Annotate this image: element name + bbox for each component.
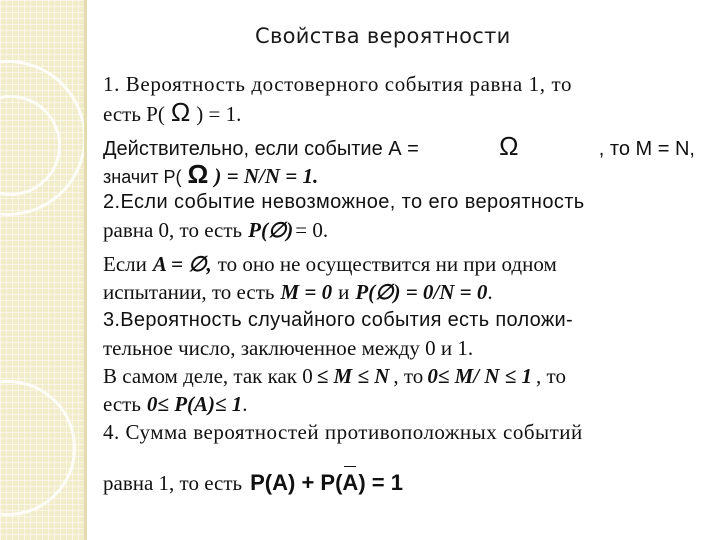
- line-text: испытании, то есть: [103, 280, 275, 304]
- text-line: [103, 132, 695, 160]
- text-line: [103, 362, 695, 390]
- text-line: [103, 98, 695, 126]
- text-line: [103, 188, 695, 216]
- omega-symbol: Ω: [499, 132, 519, 160]
- line-text: .: [487, 280, 493, 304]
- line-text: 4. Сумма вероятностей противоположных событий: [103, 420, 583, 444]
- line-text: равна 1, то есть: [103, 471, 243, 495]
- line-text: 3.Вероятность случайного события есть положи-: [103, 309, 573, 331]
- line-text: есть: [103, 392, 141, 416]
- text-line: [103, 466, 695, 500]
- text-line: [103, 418, 695, 446]
- line-text: тельное число, заключенное между 0 и 1.: [103, 336, 474, 360]
- complement-event-a: A: [342, 470, 359, 495]
- decorative-circle: [0, 380, 76, 516]
- line-text: есть P(: [103, 102, 165, 126]
- line-text: значит P(: [103, 167, 182, 187]
- omega-symbol: Ω: [187, 160, 209, 188]
- formula-part: P(A) + P(: [250, 470, 343, 495]
- line-text: , то М = N,: [598, 138, 695, 160]
- line-text: , то: [393, 364, 424, 388]
- line-text: то оно не осуществится ни при одном: [217, 252, 557, 276]
- line-text: 1. Вероятность достоверного события равна 1, то: [103, 72, 573, 96]
- slide-title: Свойства вероятности: [255, 24, 511, 48]
- omega-symbol: Ω: [170, 98, 191, 126]
- line-formula: P(∅): [248, 218, 294, 242]
- line-text: , то: [536, 364, 566, 388]
- text-line: [103, 278, 695, 306]
- line-text: Действительно, если событие А =: [103, 138, 419, 160]
- text-line: [103, 306, 695, 334]
- line-text: и: [338, 280, 350, 304]
- text-line: [103, 250, 695, 278]
- formula-part: ) = 1: [358, 470, 403, 495]
- line-formula: 0≤ M/ N ≤ 1: [427, 364, 533, 388]
- text-line: [103, 160, 695, 188]
- line-text: .: [242, 392, 248, 416]
- line-formula: P(∅) = 0/N = 0: [355, 280, 488, 304]
- probability-sum-formula: [250, 469, 403, 497]
- line-text: равна 0, то есть: [103, 218, 243, 242]
- slide-body: [103, 70, 695, 500]
- line-text: Если: [103, 252, 147, 276]
- line-text: ) = N/N = 1.: [214, 164, 319, 188]
- text-line: [103, 216, 695, 244]
- line-text: 2.Если событие невозможное, то его вероятность: [103, 191, 585, 213]
- line-formula: 0≤ P(A)≤ 1: [146, 392, 243, 416]
- text-line: [103, 70, 695, 98]
- line-text: ) = 1.: [196, 102, 242, 126]
- line-text: = 0.: [295, 218, 329, 242]
- sidebar-edge: [84, 0, 87, 540]
- line-formula: M = 0: [280, 280, 333, 304]
- text-line: [103, 390, 695, 418]
- line-formula: A = ∅,: [152, 252, 212, 276]
- line-formula: ≤ M ≤ N: [316, 364, 390, 388]
- decorative-sidebar: [0, 0, 84, 540]
- text-line: [103, 334, 695, 362]
- line-text: В самом деле, так как 0: [103, 364, 313, 388]
